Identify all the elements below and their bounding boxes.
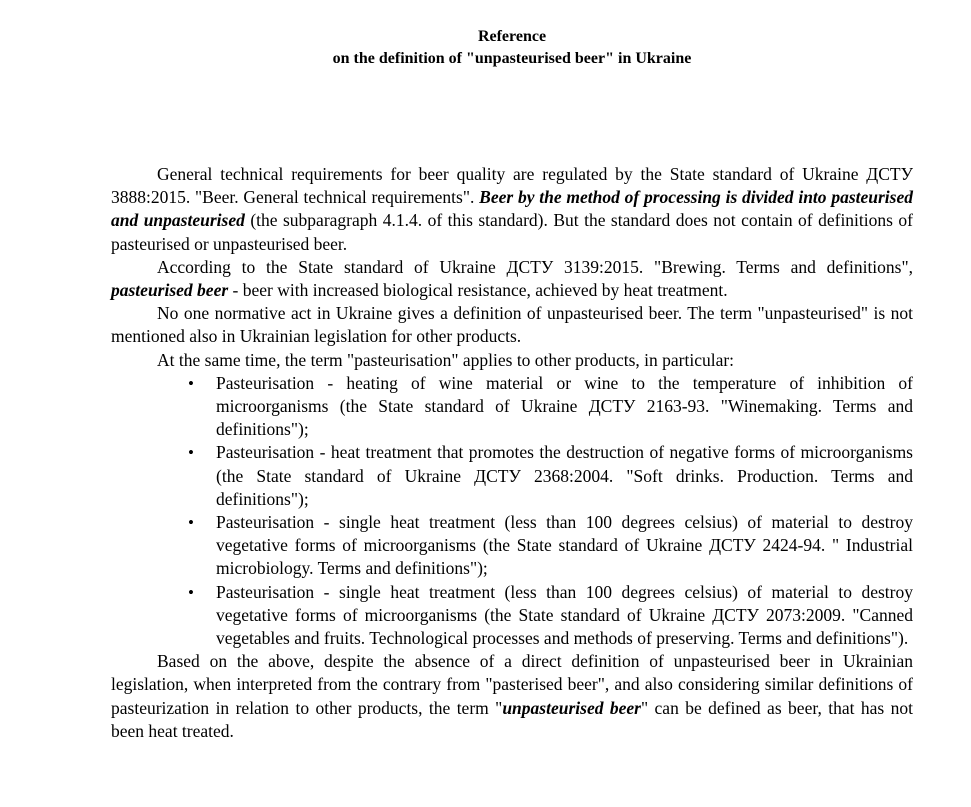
- paragraph-1-emphasis: Beer by the method of processing is divided into pasteurised and unpasteurised: [111, 187, 913, 231]
- paragraph-2: [111, 256, 913, 302]
- bullet-icon: •: [188, 582, 194, 602]
- document-body: [111, 163, 913, 743]
- paragraph-2-emphasis: pasteurised beer: [111, 280, 229, 301]
- bullet-icon: •: [188, 513, 194, 533]
- pasteurisation-definitions-list: [111, 372, 913, 650]
- list-item: [188, 441, 913, 511]
- paragraph-1: [111, 163, 913, 256]
- paragraph-1-text-a: General technical requirements for beer quality are regulated by the State standard of Ukraine ДСТУ 3888:2015. "Beer. General technical requirements".: [111, 164, 913, 208]
- list-item: [188, 511, 913, 581]
- list-item: [188, 581, 913, 651]
- title-line-2: on the definition of "unpasteurised beer" in Ukraine: [332, 50, 692, 67]
- title-line-1: Reference: [477, 28, 547, 45]
- document-title: [0, 26, 971, 70]
- paragraph-5-text-a: Based on the above, despite the absence of a direct definition of unpasteurised beer in Ukrainian legislation, when interpreted from the contrary from "pasterised beer", and also considering similar definitions of pasteurization in relation to other products, the term ": [111, 651, 913, 718]
- bullet-icon: •: [188, 373, 194, 393]
- bullet-icon: •: [188, 443, 194, 463]
- paragraph-2-text-b: - beer with increased biological resistance, achieved by heat treatment.: [228, 280, 728, 301]
- paragraph-4: At the same time, the term "pasteurisation" applies to other products, in particular:: [157, 349, 735, 370]
- list-item: [188, 372, 913, 442]
- paragraph-5: [111, 650, 913, 743]
- paragraph-5-emphasis: unpasteurised beer: [502, 697, 641, 718]
- paragraph-2-text-a: According to the State standard of Ukraine ДСТУ 3139:2015. "Brewing. Terms and definitions",: [157, 256, 913, 277]
- list-item-text: Pasteurisation - single heat treatment (less than 100 degrees celsius) of material to destroy vegetative forms of microorganisms (the State standard of Ukraine ДСТУ 2424-94. " Industrial microbiology. Terms and definitions");: [216, 512, 913, 579]
- paragraph-1-text-b: (the subparagraph 4.1.4. of this standard). But the standard does not contain of definitions of pasteurised or unpasteurised beer.: [111, 210, 913, 254]
- list-item-text: Pasteurisation - heating of wine material or wine to the temperature of inhibition of microorganisms (the State standard of Ukraine ДСТУ 2163-93. "Winemaking. Terms and definitions");: [216, 372, 913, 440]
- list-item-text: Pasteurisation - single heat treatment (less than 100 degrees celsius) of material to destroy vegetative forms of microorganisms (the State standard of Ukraine ДСТУ 2073:2009. "Canned vegetables and fruits. Technological processes and methods of preserving. Terms and definitions").: [216, 581, 913, 649]
- paragraph-3: No one normative act in Ukraine gives a definition of unpasteurised beer. The term "unpasteurised" is not mentioned also in Ukrainian legislation for other products.: [111, 303, 913, 347]
- paragraph-5-text-b: " can be defined as beer, that has not been heat treated.: [111, 697, 914, 741]
- list-item-text: Pasteurisation - heat treatment that promotes the destruction of negative forms of microorganisms (the State standard of Ukraine ДСТУ 2368:2004. "Soft drinks. Production. Terms and definitions");: [216, 442, 913, 509]
